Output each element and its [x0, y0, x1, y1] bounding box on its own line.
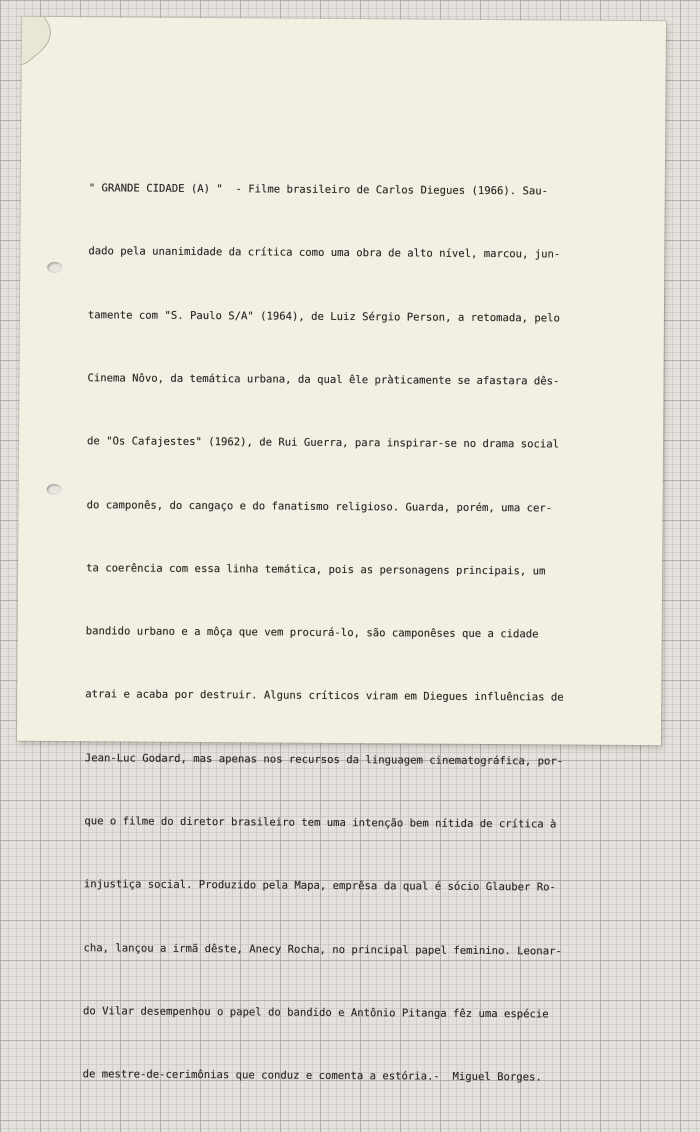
- text-line: dado pela unanimidade da crítica como uma obra de alto nível, marcou, jun-: [88, 245, 561, 261]
- text-line: " GRANDE CIDADE (A) " - Filme brasileiro de Carlos Diegues (1966). Sau-: [88, 182, 549, 198]
- text-line: que o filme do diretor brasileiro tem uma intenção bem nítida de crítica à: [84, 815, 557, 831]
- typewritten-text-block: [82, 136, 649, 1131]
- text-line: atrai e acaba por destruir. Alguns críticos viram em Diegues influências de: [85, 688, 564, 704]
- text-line: do camponês, do cangaço e do fanatismo religioso. Guarda, porém, uma cer-: [86, 498, 553, 515]
- text-line: injustiça social. Produzido pela Mapa, emprêsa da qual é sócio Glauber Ro-: [83, 878, 556, 894]
- punch-hole: [47, 262, 62, 273]
- text-line: Cinema Nôvo, da temática urbana, da qual êle pràticamente se afastara dês-: [87, 372, 560, 388]
- torn-corner: [22, 17, 62, 65]
- text-line: ta coerência com essa linha temática, pois as personagens principais, um: [86, 562, 546, 578]
- text-line: de "Os Cafajestes" (1962), de Rui Guerra, para inspirar-se no drama social: [87, 435, 560, 451]
- text-line: Jean-Luc Godard, mas apenas nos recursos da linguagem cinematográfica, por-: [84, 751, 564, 768]
- text-line: tamente com "S. Paulo S/A" (1964), de Luiz Sérgio Person, a retomada, pelo: [87, 308, 560, 325]
- text-line: cha, lançou a irmã dêste, Anecy Rocha, no principal papel feminino. Leonar-: [83, 941, 562, 958]
- punch-hole: [47, 484, 62, 495]
- text-line: do Vilar desempenhou o papel do bandido e Antônio Pitanga fêz uma espécie: [83, 1005, 549, 1021]
- typewritten-page: [17, 17, 666, 1084]
- text-line: bandido urbano e a môça que vem procurá-lo, são camponêses que a cidade: [85, 625, 539, 641]
- text-line: de mestre-de-cerimônias que conduz e comenta a estória.- Miguel Borges.: [82, 1068, 542, 1084]
